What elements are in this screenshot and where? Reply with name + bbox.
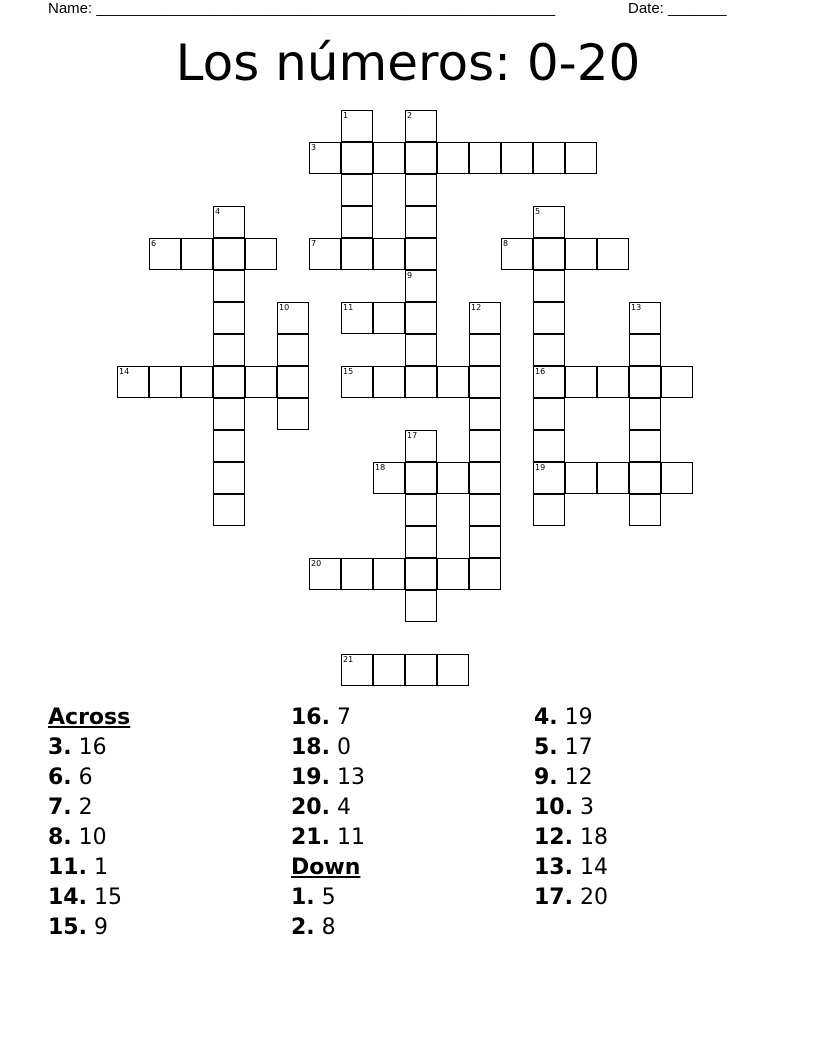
grid-cell[interactable] bbox=[469, 334, 501, 366]
grid-cell[interactable] bbox=[213, 462, 245, 494]
clue-item bbox=[534, 883, 608, 913]
clue-number: 18 bbox=[375, 463, 386, 472]
grid-cell[interactable] bbox=[373, 238, 405, 270]
clue-text: 13 bbox=[329, 765, 365, 790]
grid-cell[interactable] bbox=[213, 398, 245, 430]
clue-number-label: 20. bbox=[291, 795, 330, 820]
clue-number-label: 8. bbox=[48, 825, 72, 850]
clue-item bbox=[534, 853, 608, 883]
clue-number: 3 bbox=[311, 143, 317, 152]
grid-cell[interactable] bbox=[213, 270, 245, 302]
clue-text: 20 bbox=[572, 885, 608, 910]
clue-item bbox=[291, 763, 365, 793]
across-heading: Across bbox=[48, 705, 131, 730]
clue-item bbox=[291, 883, 365, 913]
clue-item bbox=[48, 793, 130, 823]
grid-cell[interactable] bbox=[565, 462, 597, 494]
clue-number-label: 10. bbox=[534, 795, 573, 820]
page-title: Los números: 0-20 bbox=[175, 34, 641, 92]
grid-cell[interactable] bbox=[373, 558, 405, 590]
grid-cell[interactable] bbox=[533, 462, 565, 494]
clue-number: 4 bbox=[215, 207, 221, 216]
grid-cell[interactable] bbox=[213, 494, 245, 526]
across-clues-list-continued bbox=[291, 703, 365, 853]
grid-cell[interactable] bbox=[341, 558, 373, 590]
clue-number: 12 bbox=[471, 303, 482, 312]
grid-cell[interactable] bbox=[277, 334, 309, 366]
grid-cell[interactable] bbox=[341, 142, 373, 174]
grid-cell[interactable] bbox=[405, 174, 437, 206]
grid-cell[interactable] bbox=[437, 366, 469, 398]
grid-cell[interactable] bbox=[629, 462, 661, 494]
grid-cell[interactable] bbox=[213, 334, 245, 366]
clue-text: 12 bbox=[557, 765, 593, 790]
grid-cell[interactable] bbox=[341, 174, 373, 206]
clue-number-label: 5. bbox=[534, 735, 558, 760]
grid-cell[interactable] bbox=[309, 142, 341, 174]
clue-item bbox=[291, 793, 365, 823]
down-clues-list bbox=[291, 883, 365, 943]
clue-number-label: 7. bbox=[48, 795, 72, 820]
clue-column-3 bbox=[534, 703, 608, 913]
grid-cell[interactable] bbox=[405, 334, 437, 366]
grid-cell[interactable] bbox=[245, 238, 277, 270]
clue-text: 4 bbox=[329, 795, 351, 820]
grid-cell[interactable] bbox=[405, 558, 437, 590]
grid-cell[interactable] bbox=[373, 142, 405, 174]
grid-cell[interactable] bbox=[341, 654, 373, 686]
grid-cell[interactable] bbox=[405, 110, 437, 142]
clue-text: 14 bbox=[572, 855, 608, 880]
clue-item bbox=[48, 913, 130, 943]
clue-number-label: 6. bbox=[48, 765, 72, 790]
grid-cell[interactable] bbox=[149, 238, 181, 270]
grid-cell[interactable] bbox=[373, 462, 405, 494]
grid-cell[interactable] bbox=[533, 430, 565, 462]
grid-cell[interactable] bbox=[405, 270, 437, 302]
clue-number: 9 bbox=[407, 271, 413, 280]
clue-item bbox=[534, 763, 608, 793]
grid-cell[interactable] bbox=[629, 334, 661, 366]
grid-cell[interactable] bbox=[533, 238, 565, 270]
grid-cell[interactable] bbox=[341, 302, 373, 334]
clue-text: 16 bbox=[71, 735, 107, 760]
grid-cell[interactable] bbox=[405, 206, 437, 238]
clue-item bbox=[291, 823, 365, 853]
clue-number: 11 bbox=[343, 303, 354, 312]
clue-number: 20 bbox=[311, 559, 322, 568]
grid-cell[interactable] bbox=[213, 238, 245, 270]
grid-cell[interactable] bbox=[405, 590, 437, 622]
grid-cell[interactable] bbox=[341, 206, 373, 238]
clue-text: 5 bbox=[314, 885, 336, 910]
clue-text: 0 bbox=[329, 735, 351, 760]
clue-number-label: 18. bbox=[291, 735, 330, 760]
clue-number-label: 21. bbox=[291, 825, 330, 850]
down-clues-list-continued bbox=[534, 703, 608, 913]
clue-text: 7 bbox=[329, 705, 351, 730]
clue-item bbox=[291, 913, 365, 943]
grid-cell[interactable] bbox=[181, 366, 213, 398]
grid-cell[interactable] bbox=[533, 142, 565, 174]
clue-number-label: 4. bbox=[534, 705, 558, 730]
grid-cell[interactable] bbox=[437, 558, 469, 590]
grid-cell[interactable] bbox=[533, 206, 565, 238]
clue-number-label: 1. bbox=[291, 885, 315, 910]
clue-number-label: 19. bbox=[291, 765, 330, 790]
grid-cell[interactable] bbox=[405, 494, 437, 526]
clue-number: 16 bbox=[535, 367, 546, 376]
clue-number: 8 bbox=[503, 239, 509, 248]
clue-text: 3 bbox=[572, 795, 594, 820]
clue-item bbox=[534, 733, 608, 763]
grid-cell[interactable] bbox=[533, 302, 565, 334]
clue-number-label: 13. bbox=[534, 855, 573, 880]
clue-item bbox=[48, 733, 130, 763]
grid-cell[interactable] bbox=[437, 654, 469, 686]
grid-cell[interactable] bbox=[533, 494, 565, 526]
grid-cell[interactable] bbox=[405, 526, 437, 558]
clue-number-label: 12. bbox=[534, 825, 573, 850]
grid-cell[interactable] bbox=[501, 142, 533, 174]
grid-cell[interactable] bbox=[341, 110, 373, 142]
grid-cell[interactable] bbox=[245, 366, 277, 398]
clue-item bbox=[48, 823, 130, 853]
grid-cell[interactable] bbox=[213, 430, 245, 462]
grid-cell[interactable] bbox=[373, 302, 405, 334]
grid-cell[interactable] bbox=[629, 494, 661, 526]
grid-cell[interactable] bbox=[629, 366, 661, 398]
grid-cell[interactable] bbox=[469, 398, 501, 430]
clue-text: 17 bbox=[557, 735, 593, 760]
grid-cell[interactable] bbox=[533, 366, 565, 398]
clue-item bbox=[534, 703, 608, 733]
grid-cell[interactable] bbox=[469, 366, 501, 398]
grid-cell[interactable] bbox=[341, 238, 373, 270]
clue-number-label: 3. bbox=[48, 735, 72, 760]
grid-cell[interactable] bbox=[469, 494, 501, 526]
clue-column-1 bbox=[48, 703, 130, 943]
grid-cell[interactable] bbox=[597, 366, 629, 398]
clue-number: 13 bbox=[631, 303, 642, 312]
clue-number: 2 bbox=[407, 111, 413, 120]
clue-number: 10 bbox=[279, 303, 290, 312]
grid-cell[interactable] bbox=[629, 430, 661, 462]
clue-text: 6 bbox=[71, 765, 93, 790]
grid-cell[interactable] bbox=[597, 238, 629, 270]
date-field: Date: _______ bbox=[628, 0, 727, 17]
clue-text: 11 bbox=[329, 825, 365, 850]
grid-cell[interactable] bbox=[469, 526, 501, 558]
clue-number-label: 2. bbox=[291, 915, 315, 940]
clue-text: 15 bbox=[86, 885, 122, 910]
down-heading: Down bbox=[291, 855, 361, 880]
clue-number-label: 15. bbox=[48, 915, 87, 940]
clue-item bbox=[291, 733, 365, 763]
grid-cell[interactable] bbox=[405, 366, 437, 398]
grid-cell[interactable] bbox=[373, 654, 405, 686]
grid-cell[interactable] bbox=[213, 206, 245, 238]
clue-number-label: 17. bbox=[534, 885, 573, 910]
clue-number: 6 bbox=[151, 239, 157, 248]
clue-text: 19 bbox=[557, 705, 593, 730]
clue-number: 14 bbox=[119, 367, 130, 376]
grid-cell[interactable] bbox=[341, 366, 373, 398]
clue-number: 1 bbox=[343, 111, 349, 120]
clue-text: 1 bbox=[86, 855, 108, 880]
clue-number: 21 bbox=[343, 655, 354, 664]
clue-number: 7 bbox=[311, 239, 317, 248]
clue-number: 19 bbox=[535, 463, 546, 472]
grid-cell[interactable] bbox=[469, 558, 501, 590]
clue-number-label: 16. bbox=[291, 705, 330, 730]
clue-text: 8 bbox=[314, 915, 336, 940]
clue-item bbox=[48, 763, 130, 793]
grid-cell[interactable] bbox=[469, 430, 501, 462]
grid-cell[interactable] bbox=[405, 302, 437, 334]
clue-text: 9 bbox=[86, 915, 108, 940]
clue-text: 2 bbox=[71, 795, 93, 820]
grid-cell[interactable] bbox=[661, 462, 693, 494]
clue-item bbox=[534, 823, 608, 853]
clue-number: 5 bbox=[535, 207, 541, 216]
grid-cell[interactable] bbox=[405, 430, 437, 462]
grid-cell[interactable] bbox=[565, 366, 597, 398]
grid-cell[interactable] bbox=[405, 654, 437, 686]
clue-number-label: 11. bbox=[48, 855, 87, 880]
grid-cell[interactable] bbox=[629, 302, 661, 334]
across-clues-list bbox=[48, 733, 130, 943]
grid-cell[interactable] bbox=[533, 398, 565, 430]
grid-cell[interactable] bbox=[565, 238, 597, 270]
grid-cell[interactable] bbox=[501, 238, 533, 270]
name-field: Name: _______________________________________________________ bbox=[48, 0, 556, 17]
clue-item bbox=[48, 853, 130, 883]
grid-cell[interactable] bbox=[213, 302, 245, 334]
grid-cell[interactable] bbox=[597, 462, 629, 494]
clue-number: 15 bbox=[343, 367, 354, 376]
grid-cell[interactable] bbox=[629, 398, 661, 430]
grid-cell[interactable] bbox=[405, 142, 437, 174]
grid-cell[interactable] bbox=[533, 270, 565, 302]
clue-column-2 bbox=[291, 703, 365, 943]
clue-text: 10 bbox=[71, 825, 107, 850]
clue-number: 17 bbox=[407, 431, 418, 440]
clue-number-label: 9. bbox=[534, 765, 558, 790]
grid-cell[interactable] bbox=[149, 366, 181, 398]
grid-cell[interactable] bbox=[277, 302, 309, 334]
grid-cell[interactable] bbox=[309, 238, 341, 270]
clue-text: 18 bbox=[572, 825, 608, 850]
grid-cell[interactable] bbox=[117, 366, 149, 398]
grid-cell[interactable] bbox=[405, 462, 437, 494]
grid-cell[interactable] bbox=[405, 238, 437, 270]
clue-item bbox=[291, 703, 365, 733]
clue-item bbox=[48, 883, 130, 913]
grid-cell[interactable] bbox=[437, 142, 469, 174]
clue-item bbox=[534, 793, 608, 823]
clue-number-label: 14. bbox=[48, 885, 87, 910]
grid-cell[interactable] bbox=[277, 398, 309, 430]
grid-cell[interactable] bbox=[181, 238, 213, 270]
grid-cell[interactable] bbox=[309, 558, 341, 590]
grid-cell[interactable] bbox=[469, 302, 501, 334]
grid-cell[interactable] bbox=[437, 462, 469, 494]
grid-cell[interactable] bbox=[469, 462, 501, 494]
grid-cell[interactable] bbox=[213, 366, 245, 398]
grid-cell[interactable] bbox=[277, 366, 309, 398]
grid-cell[interactable] bbox=[565, 142, 597, 174]
grid-cell[interactable] bbox=[373, 366, 405, 398]
grid-cell[interactable] bbox=[469, 142, 501, 174]
grid-cell[interactable] bbox=[533, 334, 565, 366]
grid-cell[interactable] bbox=[661, 366, 693, 398]
